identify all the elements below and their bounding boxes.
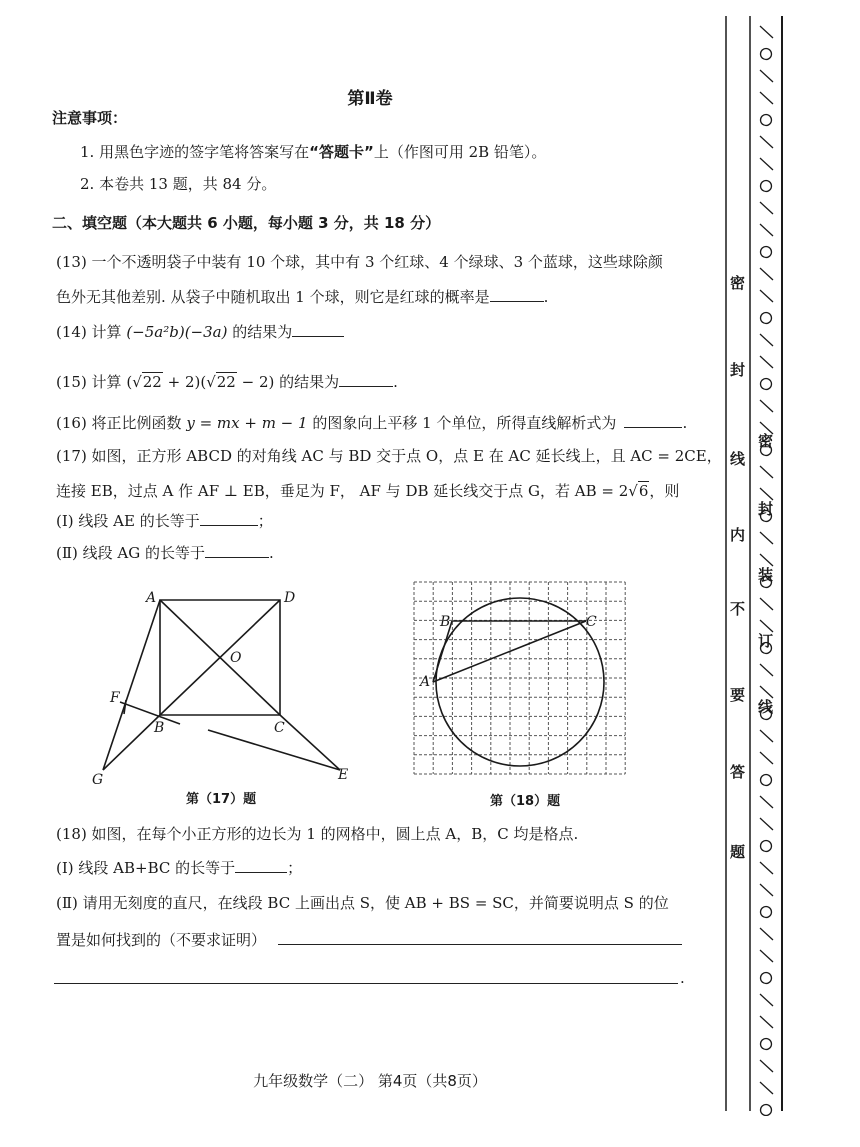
q18-part-2-line-2: 置是如何找到的（不要求证明）: [56, 931, 267, 949]
binding-slash-icon: [760, 290, 773, 302]
q16-end: .: [682, 414, 688, 432]
q18-line-1: (18) 如图，在每个小正方形的边长为 1 的网格中，圆上点 A，B，C 均是格点.: [56, 825, 579, 843]
binding-slash-icon: [760, 224, 773, 236]
binding-lines: [718, 16, 788, 1116]
binding-slash-icon: [760, 664, 773, 676]
q16-expression: y = mx + m − 1: [186, 414, 308, 432]
q17-line-2: [56, 481, 679, 501]
q17-part-1-text: (Ⅰ) 线段 AE 的长等于: [56, 512, 200, 530]
section-heading: 二、填空题（本大题共 6 小题，每小题 3 分，共 18 分）: [52, 214, 441, 232]
page-title: 第Ⅱ卷: [347, 89, 393, 109]
q18-part-1-end: ；: [287, 859, 303, 877]
binding-slash-icon: [760, 26, 773, 38]
q15-end: .: [393, 373, 398, 391]
label-a: A: [146, 590, 157, 606]
binding-hole-icon: [761, 775, 772, 786]
sqrt-sign-icon: √: [132, 373, 142, 391]
q15: [56, 372, 398, 392]
q17-line-1: (17) 如图，正方形 ABCD 的对角线 AC 与 BD 交于点 O，点 E 在 AC 延长线上，且 AC = 2CE，: [56, 447, 722, 465]
binding-slash-icon: [760, 356, 773, 368]
figure-18: [410, 578, 632, 780]
binding-slash-icon: [760, 70, 773, 82]
q15-radicand-2: 22: [216, 373, 236, 391]
seal-inner-char-3: 装: [758, 566, 774, 584]
seal-char-2: 封: [730, 361, 746, 379]
figure-18-caption: 第（18）题: [490, 794, 561, 809]
q18-part-1: [56, 858, 302, 878]
grid: [414, 582, 625, 774]
binding-slash-icon: [760, 202, 773, 214]
seal-char-1: 密: [730, 274, 746, 292]
segment-ce: [280, 715, 340, 770]
sqrt-sign-icon: √: [628, 482, 638, 500]
q13-line-2: [56, 287, 548, 307]
q16-post: 的图象向上平移 1 个单位，所得直线解析式为: [307, 414, 617, 432]
q15-pre: (15) 计算: [56, 373, 127, 391]
figure-17: [80, 580, 380, 795]
binding-slash-icon: [760, 950, 773, 962]
seal-inner-char-2: 封: [758, 500, 774, 518]
binding-slash-icon: [760, 1016, 773, 1028]
label-c: C: [274, 720, 285, 736]
binding-slash-icon: [760, 752, 773, 764]
label-c: C: [586, 614, 597, 630]
q16: [56, 413, 687, 433]
binding-slash-icon: [760, 994, 773, 1006]
q15-mid: + 2)(: [162, 373, 207, 391]
binding-hole-icon: [761, 841, 772, 852]
binding-slash-icon: [760, 136, 773, 148]
answer-blank-13[interactable]: [490, 287, 544, 302]
binding-slash-icon: [760, 158, 773, 170]
binding-slash-icon: [760, 400, 773, 412]
notice-item-2: 2. 本卷共 13 题，共 84 分。: [80, 175, 277, 193]
binding-hole-icon: [761, 973, 772, 984]
figure-17-caption: 第（17）题: [186, 792, 257, 807]
binding-slash-icon: [760, 818, 773, 830]
binding-slash-icon: [760, 1082, 773, 1094]
binding-slash-icon: [760, 862, 773, 874]
seal-char-5: 不: [730, 600, 746, 618]
label-g: G: [92, 772, 104, 788]
seal-char-3: 线: [730, 450, 746, 468]
answer-blank-18-1[interactable]: [235, 858, 287, 873]
binding-slash-icon: [760, 532, 773, 544]
q14-post: 的结果为: [227, 323, 293, 341]
label-d: D: [284, 590, 296, 606]
binding-slash-icon: [760, 92, 773, 104]
binding-slash-icon: [760, 334, 773, 346]
binding-slash-icon: [760, 466, 773, 478]
q13-line-2-text: 色外无其他差别. 从袋子中随机取出 1 个球，则它是红球的概率是: [56, 288, 490, 306]
seal-char-7: 答: [730, 763, 746, 781]
binding-hole-icon: [761, 49, 772, 60]
q15-paren: (: [126, 373, 133, 391]
binding-hole-icon: [761, 1039, 772, 1050]
binding-hole-icon: [761, 379, 772, 390]
label-b: B: [440, 614, 451, 630]
label-a: A: [420, 674, 431, 690]
notice-item-1-pre: 1. 用黑色字迹的签字笔将答案写在: [80, 143, 310, 161]
q14: [56, 322, 344, 342]
notice-item-1-post: 上（作图可用 2B 铅笔）。: [373, 143, 547, 161]
binding-slash-icon: [760, 928, 773, 940]
binding-hole-icon: [761, 181, 772, 192]
answer-line-18-2a[interactable]: [278, 944, 682, 945]
page-footer: 九年级数学（二） 第4页（共8页）: [253, 1072, 487, 1090]
notice-heading: 注意事项：: [52, 109, 128, 127]
binding-slash-icon: [760, 796, 773, 808]
binding-slash-icon: [760, 598, 773, 610]
binding-margin: [718, 16, 788, 1116]
binding-hole-icon: [761, 313, 772, 324]
q18-part-2-line-1: (Ⅱ) 请用无刻度的直尺，在线段 BC 上画出点 S，使 AB + BS = SC，并简要说明点 S 的位: [56, 894, 669, 912]
q14-expression: (−5a²b)(−3a): [126, 323, 228, 341]
label-o: O: [230, 650, 242, 666]
right-angle-mark: [124, 700, 126, 714]
q17-part-2-text: (Ⅱ) 线段 AG 的长等于: [56, 544, 206, 562]
binding-slash-icon: [760, 730, 773, 742]
segment-ag: [103, 600, 160, 770]
answer-blank-16[interactable]: [624, 413, 682, 428]
q17-part-2-end: .: [269, 544, 274, 562]
binding-hole-icon: [761, 247, 772, 258]
q18-part-1-text: (Ⅰ) 线段 AB+BC 的长等于: [56, 859, 236, 877]
q17-part-1: [56, 511, 273, 531]
label-b: B: [154, 720, 165, 736]
q18-end: .: [680, 969, 685, 987]
q17-part-1-end: ；: [257, 512, 273, 530]
q15-close: − 2): [236, 373, 275, 391]
binding-slash-icon: [760, 1060, 773, 1072]
answer-blank-14[interactable]: [292, 322, 344, 337]
q17-part-2: [56, 543, 274, 563]
binding-slash-icon: [760, 884, 773, 896]
q17-line-2-post: ，则: [649, 482, 680, 500]
notice-item-1: [80, 142, 546, 162]
seal-inner-char-1: 密: [758, 432, 774, 450]
q14-pre: (14) 计算: [56, 323, 127, 341]
notice-item-1-bold: “答题卡”: [309, 143, 374, 161]
answer-blank-15[interactable]: [339, 372, 393, 387]
q17-line-2-pre: 连接 EB，过点 A 作 AF ⊥ EB，垂足为 F， AF 与 DB 延长线交于点 G，若 AB = 2: [56, 482, 629, 500]
sqrt-sign-icon: √: [206, 373, 216, 391]
segment-ab: [433, 621, 452, 682]
seal-inner-char-4: 订: [758, 632, 774, 650]
segment-eb: [208, 730, 340, 770]
binding-slash-icon: [760, 268, 773, 280]
q13-line-1: (13) 一个不透明袋子中装有 10 个球，其中有 3 个红球、4 个绿球、3 个蓝球，这些球除颜: [56, 253, 663, 271]
q17-radicand: 6: [638, 482, 649, 500]
seal-char-4: 内: [730, 526, 746, 544]
label-e: E: [338, 767, 349, 783]
answer-blank-17-2[interactable]: [205, 543, 269, 558]
seal-char-6: 要: [730, 686, 746, 704]
q16-pre: (16) 将正比例函数: [56, 414, 187, 432]
answer-blank-17-1[interactable]: [200, 511, 258, 526]
binding-hole-icon: [761, 1105, 772, 1116]
answer-line-18-2b[interactable]: [54, 983, 678, 984]
binding-hole-icon: [761, 907, 772, 918]
seal-char-8: 题: [730, 843, 746, 861]
q15-radicand-1: 22: [142, 373, 162, 391]
binding-hole-icon: [761, 115, 772, 126]
q13-end: .: [543, 288, 549, 306]
seal-inner-char-5: 线: [758, 698, 774, 716]
q15-post: 的结果为: [274, 373, 340, 391]
label-f: F: [110, 690, 120, 706]
